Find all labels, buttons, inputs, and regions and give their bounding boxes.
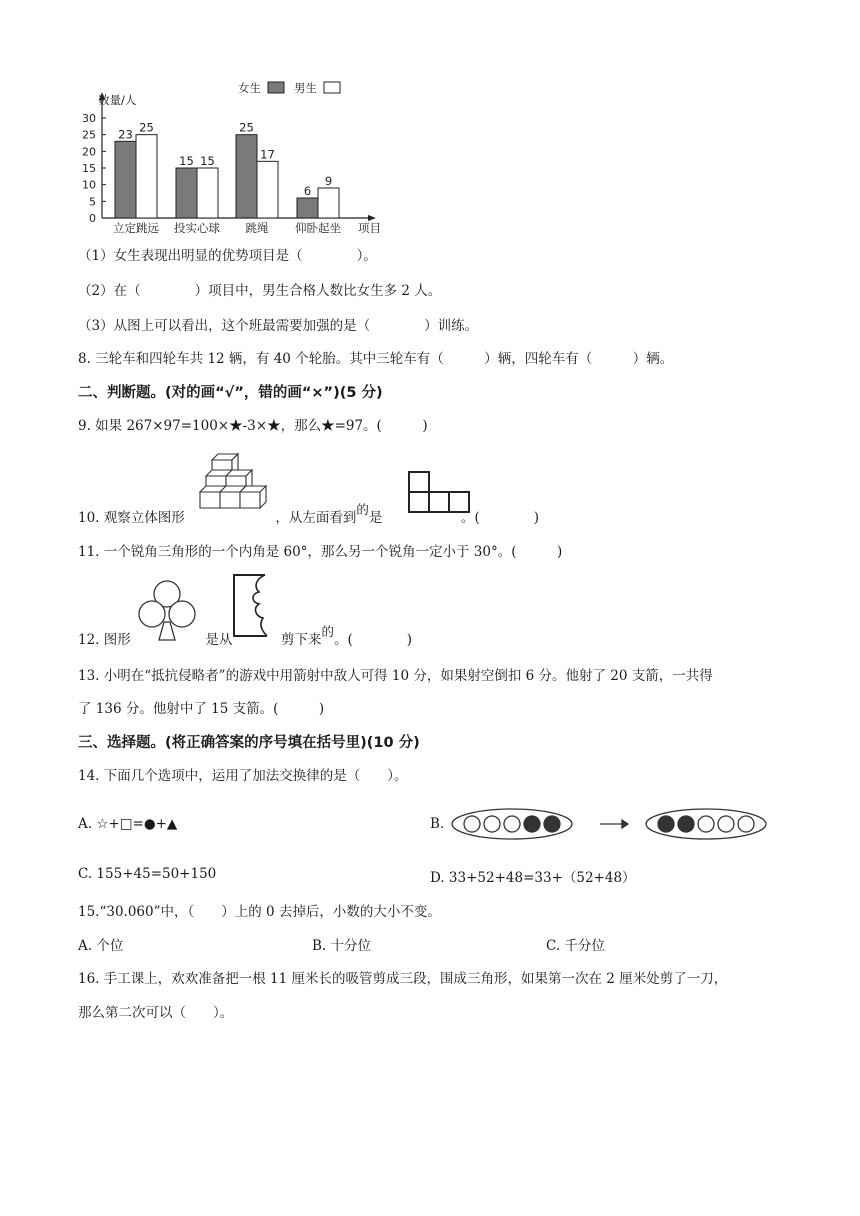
bar <box>297 198 318 218</box>
q7-part1: （1）女生表现出明显的优势项目是（ ）。 <box>78 248 377 264</box>
q14-option-b: B. <box>430 816 445 832</box>
data-label: 15 <box>179 154 194 168</box>
question-16-line1: 16. 手工课上，欢欢准备把一根 11 厘米长的吸管剪成三段，围成三角形，如果第一次在 2 厘米处剪了一刀， <box>78 971 728 987</box>
category-label: 立定跳远 <box>113 221 159 235</box>
question-12: 12. 图形 是从 剪下来的。( ) <box>78 624 413 648</box>
q7-part2: （2）在（ ）项目中，男生合格人数比女生多 2 人。 <box>78 283 442 299</box>
y-tick-label: 10 <box>82 178 96 192</box>
question-13-line2: 了 136 分。他射中了 15 支箭。( ) <box>78 701 325 717</box>
question-11: 11. 一个锐角三角形的一个内角是 60°，那么另一个锐角一定小于 30°。( ) <box>78 544 563 560</box>
category-label: 仰卧起坐 <box>295 221 341 235</box>
data-label: 25 <box>139 120 154 135</box>
y-tick-label: 25 <box>82 128 96 142</box>
q14-option-a: A. ☆+□=●+▲ <box>78 816 178 832</box>
question-9: 9. 如果 267×97=100×★-3×★，那么★=97。( ) <box>78 418 428 434</box>
cube-stack-figure <box>198 448 278 516</box>
bar <box>318 188 339 218</box>
y-tick-label: 5 <box>89 195 96 209</box>
data-label: 9 <box>324 174 333 188</box>
section-3-heading: 三、选择题。(将正确答案的序号填在括号里)(10 分) <box>78 735 420 751</box>
data-label: 25 <box>239 120 254 135</box>
x-axis-title: 项目 <box>358 221 381 235</box>
question-8: 8. 三轮车和四轮车共 12 辆，有 40 个轮胎。其中三轮车有（ ）辆，四轮车有（ ）辆。 <box>78 351 674 367</box>
category-label: 投实心球 <box>174 221 220 235</box>
question-10: 10. 观察立体图形 ，从左面看到的是 。( ) <box>78 502 540 526</box>
question-16-line2: 那么第二次可以（ ）。 <box>78 1005 234 1021</box>
left-view-figure <box>407 470 471 516</box>
y-tick-label: 15 <box>82 162 96 175</box>
bar-chart <box>70 74 390 239</box>
question-14-stem: 14. 下面几个选项中，运用了加法交换律的是（ ）。 <box>78 768 408 784</box>
bar <box>236 135 257 218</box>
legend-swatch <box>324 82 340 93</box>
y-tick-label: 20 <box>82 145 96 159</box>
q15-option-c: C. 千分位 <box>546 938 605 954</box>
paper-cut-figure <box>229 572 273 640</box>
q15-option-a: A. 个位 <box>78 938 124 954</box>
clover-shape-figure <box>137 578 197 642</box>
q14-option-d: D. 33+52+48=33+（52+48） <box>430 870 636 886</box>
data-label: 23 <box>118 127 133 142</box>
category-label: 跳绳 <box>245 221 269 235</box>
q14-option-c: C. 155+45=50+150 <box>78 866 217 882</box>
bar <box>257 161 278 218</box>
data-label: 17 <box>260 147 275 162</box>
q7-part3: （3）从图上可以看出，这个班最需要加强的是（ ）训练。 <box>78 318 479 334</box>
legend-label: 女生 <box>238 81 261 95</box>
data-label: 15 <box>200 154 215 168</box>
legend-swatch <box>268 82 284 93</box>
data-label: 6 <box>303 184 312 198</box>
q14-option-b-figure <box>450 806 774 842</box>
y-tick-label: 30 <box>82 112 96 125</box>
q15-option-b: B. 十分位 <box>312 938 372 954</box>
bar <box>115 141 136 218</box>
bar <box>176 168 197 218</box>
legend-label: 男生 <box>294 81 317 95</box>
section-2-heading: 二、判断题。(对的画“√”，错的画“×”)(5 分) <box>78 385 383 401</box>
y-axis-title: 数量/人 <box>98 93 137 107</box>
y-tick-label: 0 <box>89 212 96 225</box>
bar <box>136 135 157 218</box>
bar <box>197 168 218 218</box>
question-13-line1: 13. 小明在“抵抗侵略者”的游戏中用箭射中敌人可得 10 分，如果射空倒扣 6 分。他射了 20 支箭，一共得 <box>78 668 713 684</box>
question-15-stem: 15.“30.060”中，（ ）上的 0 去掉后，小数的大小不变。 <box>78 904 441 920</box>
